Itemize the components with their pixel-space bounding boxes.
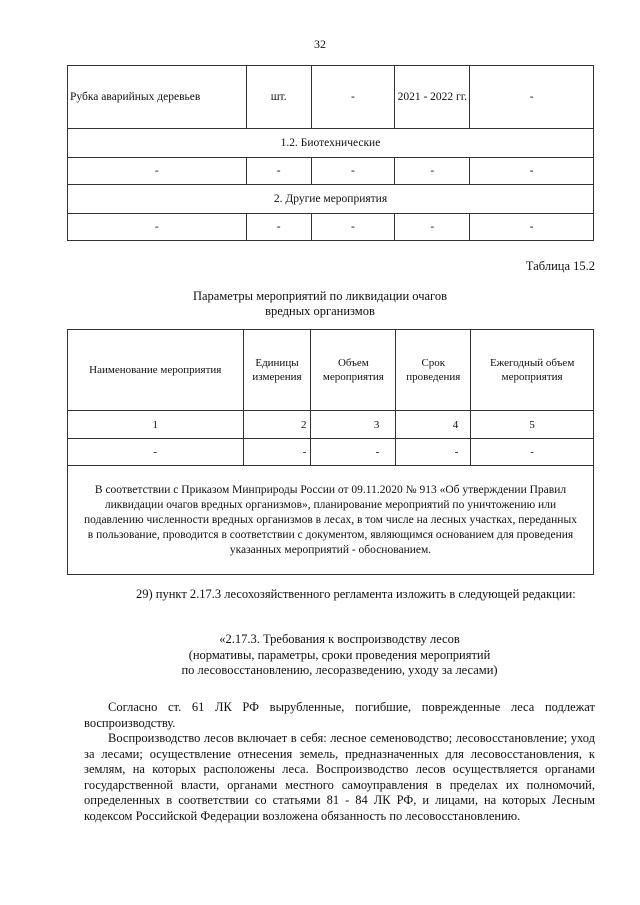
table-cell: -: [246, 158, 311, 185]
column-number: 2: [243, 411, 311, 439]
page-number: 32: [314, 37, 326, 51]
table-cell: -: [470, 158, 594, 185]
table-header-row: [68, 330, 594, 411]
main-text: [84, 700, 595, 824]
section-heading-line: «2.17.3. Требования к воспроизводству лесов: [219, 632, 460, 646]
table-cell: -: [246, 214, 311, 241]
table-title-line: Параметры мероприятий по ликвидации очагов: [192, 289, 447, 303]
table-row: [68, 66, 594, 129]
paragraph: Согласно ст. 61 ЛК РФ вырубленные, погибшие, поврежденные леса подлежат воспроизводству.: [84, 700, 595, 730]
column-number: 5: [471, 411, 594, 439]
table-row: [68, 214, 594, 241]
table-row: [68, 158, 594, 185]
column-header: Единицы измерения: [243, 330, 311, 411]
section-title: 1.2. Биотехнические: [68, 129, 594, 158]
table-cell: -: [311, 66, 395, 129]
section-heading: [84, 632, 595, 679]
table-section-row: [68, 185, 594, 214]
column-number: 3: [311, 411, 396, 439]
table-number-row: [68, 411, 594, 439]
table-cell: -: [311, 158, 395, 185]
table-cell: -: [396, 439, 471, 466]
table-cell: -: [68, 158, 247, 185]
table-cell: -: [470, 66, 594, 129]
section-heading-line: (нормативы, параметры, сроки проведения мероприятий: [188, 647, 491, 662]
paragraph-29: 29) пункт 2.17.3 лесохозяйственного регламента изложить в следующей редакции:: [136, 587, 576, 601]
table-cell: -: [395, 158, 470, 185]
section-title: 2. Другие мероприятия: [68, 185, 594, 214]
table-cell: -: [311, 439, 396, 466]
table-note: В соответствии с Приказом Минприроды России от 09.11.2020 № 913 «Об утверждении Правил ликвидации очагов вредных организмов», планирование мероприятий по уничтожению или подавлению численности вредных организмов в лесах, в том числе на лесных участках, переданных в пользование, проводится в соответствии с документом, являющимся основанием для проведения указанных мероприятий - обоснованием.: [68, 466, 594, 575]
column-header: Наименование мероприятия: [68, 330, 244, 411]
table-row: [68, 439, 594, 466]
table-section-row: [68, 129, 594, 158]
table-cell: -: [311, 214, 395, 241]
column-number: 1: [68, 411, 244, 439]
column-header: Объем мероприятия: [311, 330, 396, 411]
table-cell: -: [395, 214, 470, 241]
column-header: Срок проведения: [396, 330, 471, 411]
table-cell: -: [68, 439, 244, 466]
table-cell: шт.: [246, 66, 311, 129]
table-cell: 2021 - 2022 гг.: [395, 66, 470, 129]
table-caption: Таблица 15.2: [525, 259, 595, 273]
table-note-row: [68, 466, 594, 575]
table-cell: -: [471, 439, 594, 466]
table-cell: -: [243, 439, 311, 466]
table-cell: -: [470, 214, 594, 241]
column-number: 4: [396, 411, 471, 439]
column-header: Ежегодный объем мероприятия: [471, 330, 594, 411]
paragraph: Воспроизводство лесов включает в себя: лесное семеноводство; лесовосстановление; уход за лесами; осуществление отнесения земель, предназначенных для лесовосстановления, к землям, на которых расположены леса. Воспроизводство лесов осуществляется органами государственной власти, органами местного самоуправления в пределах их полномочий, определенных в соответствии со статьями 81 - 84 ЛК РФ, и лицами, на которых Лесным кодексом Российской Федерации возложена обязанность по лесовосстановлению.: [84, 731, 595, 823]
table-title-line: вредных организмов: [265, 304, 375, 318]
table-cell: Рубка аварийных деревьев: [68, 66, 247, 129]
table-cell: -: [68, 214, 247, 241]
table-title: [0, 289, 640, 319]
section-heading-line: по лесовосстановлению, лесоразведению, уходу за лесами): [181, 663, 498, 677]
pest-measures-table: [67, 329, 594, 575]
forest-measures-table: [67, 65, 594, 241]
